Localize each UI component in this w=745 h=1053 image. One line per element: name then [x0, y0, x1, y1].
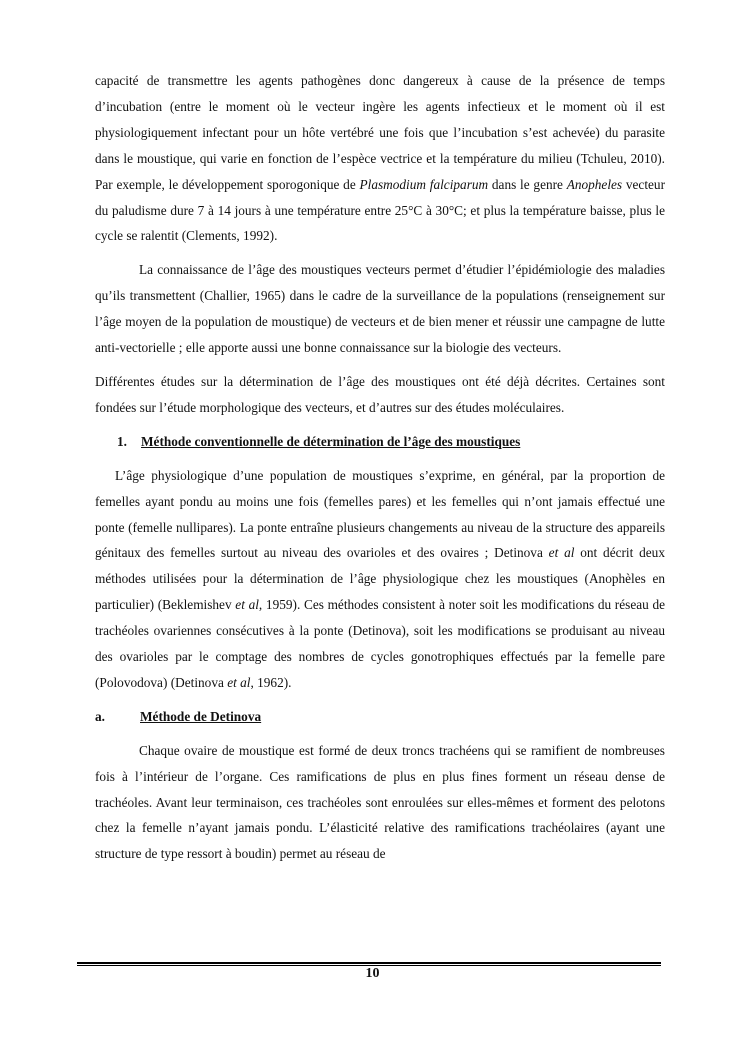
subsection-letter: a.: [95, 708, 105, 724]
section-title: Méthode conventionnelle de détermination de l’âge des moustiques: [141, 433, 521, 449]
document-body: [95, 68, 665, 867]
paragraph-ovary-tracheae: Chaque ovaire de moustique est formé de deux troncs trachéens qui se ramifient de nombreuses fois à l’intérieur de l’organe. Ces ramifications de plus en plus fines forment un réseau dense de trachéoles. Avant leur terminaison, ces trachéoles sont enroulées sur elles-mêmes et forment des pelotons chez la femelle n’ayant jamais pondu. L’élasticité relative des ramifications trachéolaires (ayant une structure de type ressort à boudin) permet au réseau de: [95, 742, 665, 862]
paragraph-physiological-age: L’âge physiologique d’une population de moustiques s’exprime, en général, par la proportion de femelles ayant pondu au moins une fois (femelles pares) et les femelles qui n’ont jamais effectué une ponte (femelle nullipares). La ponte entraîne plusieurs changements au niveau de la structure des appareils génitaux des femelles surtout au niveau des ovarioles et des ovaires ; Detinova et al ont décrit deux méthodes utilisées pour la détermination de l’âge physiologique chez les moustiques (Anophèles en particulier) (Beklemishev et al, 1959). Ces méthodes consistent à noter soit les modifications du réseau de trachéoles ovariennes consécutives à la ponte (Detinova), soit les modifications se produisant au niveau des ovarioles par le comptage des nombres de cycles gonotrophiques effectués par la femelle pare (Polovodova) (Detinova et al, 1962).: [95, 467, 665, 690]
genus-name-italic: Anopheles: [566, 176, 623, 192]
subsection-heading-detinova: [95, 704, 665, 730]
paragraph-incubation: capacité de transmettre les agents pathogènes donc dangereux à cause de la présence de temps d’incubation (entre le moment où le vecteur ingère les agents infectieux et le moment où il est physiologiquement infectant pour un hôte vertébré une fois que l’incubation s’est achevée) du parasite dans le moustique, qui varie en fonction de l’espèce vectrice et la température du milieu (Tchuleu, 2010). Par exemple, le développement sporogonique de Plasmodium falciparum dans le genre Anopheles vecteur du paludisme dure 7 à 14 jours à une température entre 25°C à 30°C; et plus la température baisse, plus le cycle se ralentit (Clements, 1992).: [95, 73, 666, 244]
section-heading-conventional-method: [95, 429, 665, 455]
section-number: 1.: [117, 433, 127, 449]
paragraph-studies: Différentes études sur la détermination de l’âge des moustiques ont été déjà décrites. Certaines sont fondées sur l’étude morphologique des vecteurs, et d’autres sur des études moléculaires.: [95, 373, 665, 415]
subsection-title: Méthode de Detinova: [140, 708, 262, 724]
species-name-italic: Plasmodium falciparum: [359, 176, 489, 192]
page-number: 10: [365, 966, 380, 981]
paragraph-age-knowledge: La connaissance de l’âge des moustiques vecteurs permet d’étudier l’épidémiologie des maladies qu’ils transmettent (Challier, 1965) dans le cadre de la surveillance de la populations (renseignement sur l’âge moyen de la population de moustique) de vecteurs et de bien mener et réussir une campagne de lutte anti-vectorielle ; elle apporte aussi une bonne connaissance sur la biologie des vecteurs.: [95, 262, 665, 356]
